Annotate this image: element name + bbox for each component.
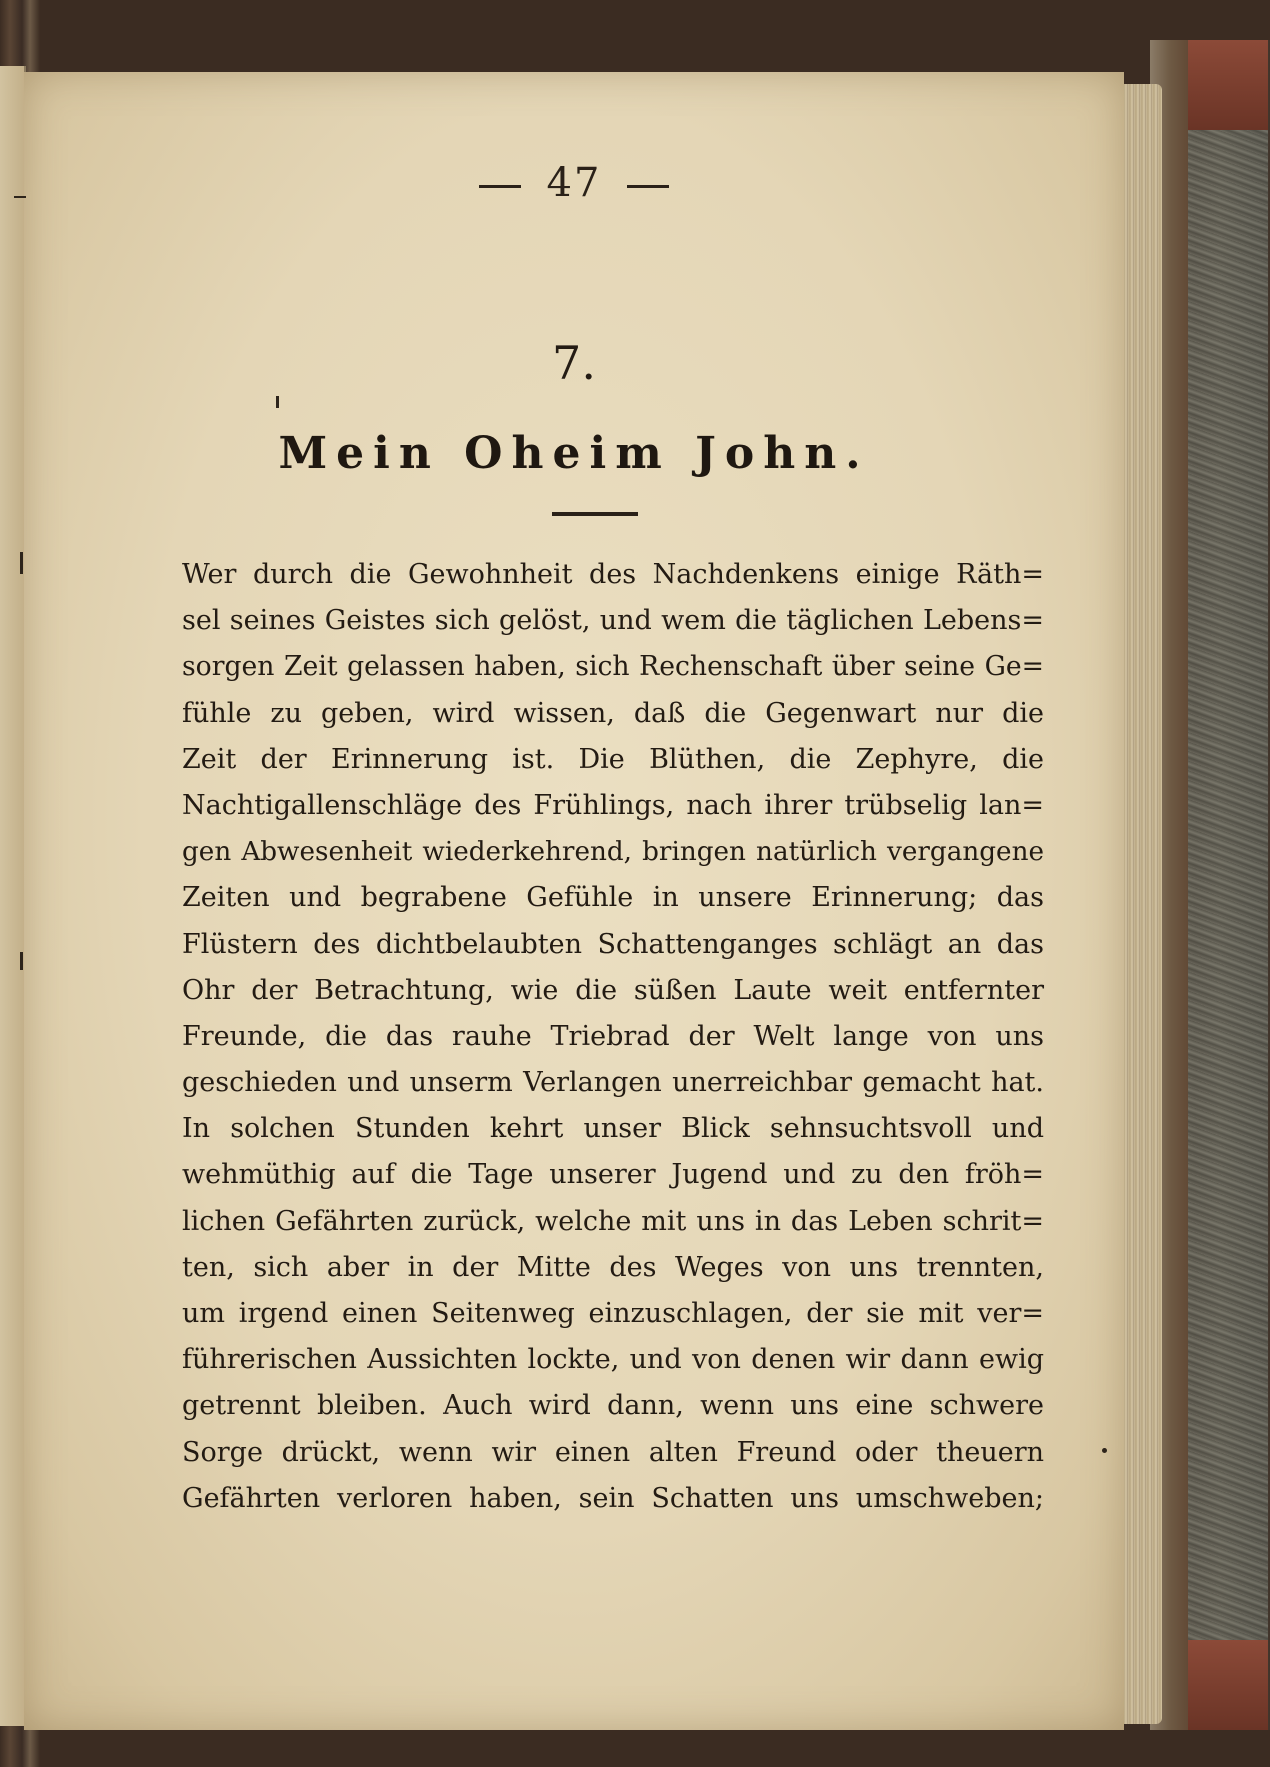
book-page [24, 72, 1124, 1730]
text-line: Gefährten verloren haben, sein Schatten uns umschweben; [182, 1482, 1044, 1514]
body-text [182, 552, 1044, 1522]
text-line: gen Abwesenheit wiederkehrend, bringen natürlich vergangene [182, 837, 1044, 868]
cover-cloth [1188, 80, 1268, 1680]
cover-leather-top [1188, 40, 1268, 130]
text-line: Zeit der Erinnerung ist. Die Blüthen, die Zephyre, die [182, 743, 1044, 775]
text-line: Sorge drückt, wenn wir einen alten Freund oder theuern [182, 1436, 1044, 1468]
text-line: Nachtigallenschläge des Frühlings, nach ihrer trübselig lan= [182, 789, 1044, 821]
text-line: Zeiten und begrabene Gefühle in unsere Erinnerung; das [182, 882, 1044, 914]
chapter-number: 7. [552, 336, 596, 390]
text-line: geschieden und unserm Verlangen unerreichbar gemacht hat. [182, 1067, 1044, 1099]
text-line: Ohr der Betrachtung, wie die süßen Laute weit entfernter [182, 974, 1044, 1006]
text-line: fühle zu geben, wird wissen, daß die Gegenwart nur die [182, 697, 1044, 729]
text-line: Flüstern des dichtbelaubten Schattenganges schlägt an das [182, 928, 1044, 960]
page-number-value: 47 [546, 160, 602, 206]
text-line: ten, sich aber in der Mitte des Weges von uns trennten, [182, 1251, 1044, 1283]
text-line: sel seines Geistes sich gelöst, und wem die täglichen Lebens= [182, 605, 1044, 637]
text-line: führerischen Aussichten lockte, und von denen wir dann ewig [182, 1344, 1044, 1376]
page-number-dash-right [627, 185, 669, 188]
text-line: Freunde, die das rauhe Triebrad der Welt lange von uns [182, 1020, 1044, 1052]
text-line: wehmüthig auf die Tage unserer Jugend und zu den fröh= [182, 1159, 1044, 1191]
chapter-title: Mein Oheim John. [278, 428, 870, 479]
page-number [24, 160, 1124, 206]
book-cover-binding [1150, 40, 1270, 1730]
title-rule [552, 512, 638, 516]
text-line: sorgen Zeit gelassen haben, sich Rechenschaft über seine Ge= [182, 651, 1044, 683]
cover-leather-bottom [1188, 1640, 1268, 1730]
margin-mark [1102, 1448, 1107, 1453]
page-stack-edge [1122, 84, 1162, 1724]
text-line: Wer durch die Gewohnheit des Nachdenkens einige Räth= [182, 559, 1044, 590]
page-number-dash-left [479, 185, 521, 188]
margin-mark [20, 952, 23, 970]
margin-mark [20, 552, 23, 574]
left-page-edge [0, 66, 26, 1726]
text-line: In solchen Stunden kehrt unser Blick sehnsuchtsvoll und [182, 1113, 1044, 1145]
margin-mark [276, 396, 279, 408]
margin-mark [14, 196, 26, 198]
text-line: um irgend einen Seitenweg einzuschlagen, der sie mit ver= [182, 1298, 1044, 1329]
text-line: getrennt bleiben. Auch wird dann, wenn uns eine schwere [182, 1390, 1044, 1422]
text-line: lichen Gefährten zurück, welche mit uns in das Leben schrit= [182, 1205, 1044, 1237]
